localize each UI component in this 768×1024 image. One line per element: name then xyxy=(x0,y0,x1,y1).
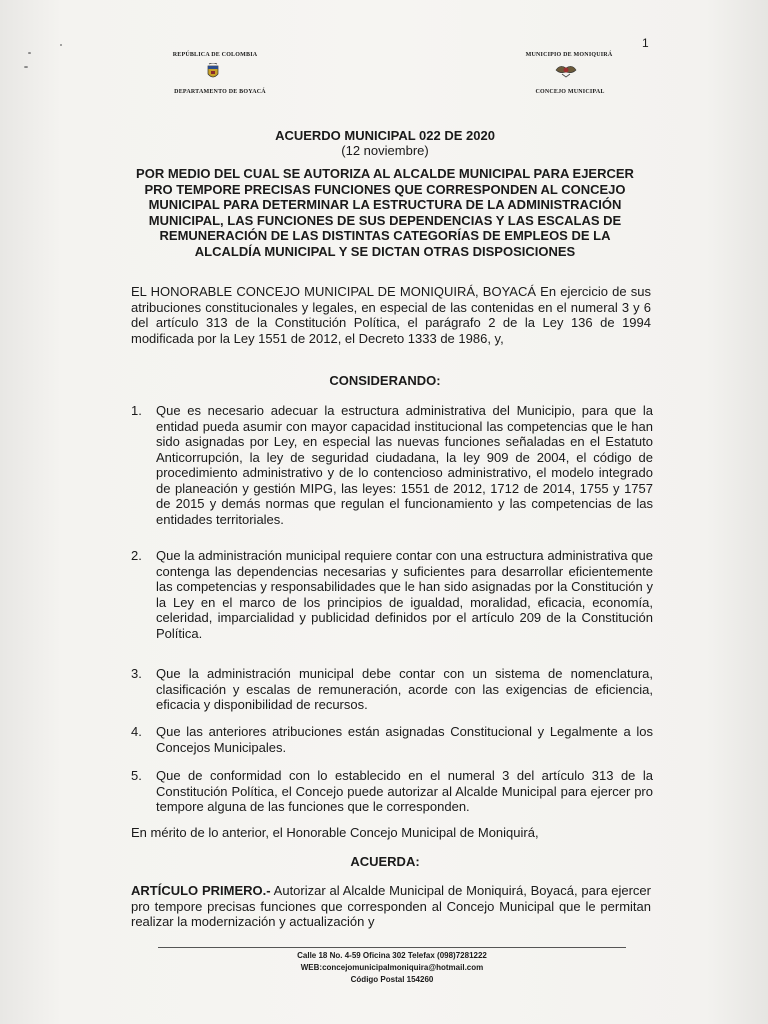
document-subject: POR MEDIO DEL CUAL SE AUTORIZA AL ALCALDE MUNICIPAL PARA EJERCER PRO TEMPORE PRECISAS FUNCIONES QUE CORRESPONDEN AL CONCEJO MUNICIPAL PARA DETERMINAR LA ESTRUCTURA DE LA ADMINISTRACIÓN MUNICIPAL, LAS FUNCIONES DE SUS DEPENDENCIAS Y LAS ESCALAS DE REMUNERACIÓN DE LAS DISTINTAS CATEGORÍAS DE EMPLEOS DE LA ALCALDÍA MUNICIPAL Y SE DICTAN OTRAS DISPOSICIONES xyxy=(136,166,634,259)
consideration-number: 2. xyxy=(131,548,142,563)
consideration-number: 3. xyxy=(131,666,142,681)
header-department: DEPARTAMENTO DE BOYACÁ xyxy=(174,89,266,95)
merit-paragraph: En mérito de lo anterior, el Honorable Concejo Municipal de Moniquirá, xyxy=(131,825,539,840)
header-municipality: MUNICIPIO DE MONIQUIRÁ xyxy=(525,52,613,58)
consideration-text: Que la administración municipal requiere contar con una estructura administrativa que contenga las dependencias necesarias y suficientes para desarrollar eficientemente las competencias y responsabilidades que le han sido asignadas por la Constitución y la Ley en el marco de los principios de igualdad, moralidad, eficacia, economía, celeridad, imparcialidad y publicidad definidos por el artículo 209 de la Constitución Política. xyxy=(156,548,653,641)
article-text: Autorizar al Alcalde Municipal de Moniquirá, Boyacá, para ejercer pro tempore precisas funciones que corresponden al Concejo Municipal que le permitan realizar la modernización y actualización y xyxy=(131,883,651,930)
header-council: CONCEJO MUNICIPAL xyxy=(535,89,605,95)
consideration-number: 5. xyxy=(131,768,142,783)
header-republic: REPÚBLICA DE COLOMBIA xyxy=(172,52,258,58)
article-label: ARTÍCULO PRIMERO.- xyxy=(131,883,271,898)
consideration-number: 1. xyxy=(131,403,142,418)
preamble-paragraph: EL HONORABLE CONCEJO MUNICIPAL DE MONIQUIRÁ, BOYACÁ En ejercicio de sus atribuciones constitucionales y legales, en especial de las contenidas en el numeral 3 y 6 del artículo 313 de la Constitución Política, el parágrafo 2 de la Ley 136 de 1994 modificada por la Ley 1551 de 2012, el Decreto 1333 de 1986, y, xyxy=(131,284,651,346)
document-title: ACUERDO MUNICIPAL 022 DE 2020 xyxy=(275,128,495,143)
considering-heading: CONSIDERANDO: xyxy=(329,373,441,388)
colombia-coat-of-arms-icon xyxy=(206,63,220,81)
article-first-paragraph xyxy=(131,883,651,930)
consideration-number: 4. xyxy=(131,724,142,739)
moniquira-coat-of-arms-icon xyxy=(554,62,578,78)
consideration-text: Que de conformidad con lo establecido en el numeral 3 del artículo 313 de la Constitución Política, el Concejo puede autorizar al Alcalde Municipal para ejercer pro tempore alguna de las funciones que le corresponden. xyxy=(156,768,653,814)
page-number: 1 xyxy=(642,36,649,50)
consideration-text: Que las anteriores atribuciones están asignadas Constitucional y Legalmente a los Concejos Municipales. xyxy=(156,724,653,755)
footer-email: WEB:concejomunicipalmoniquira@hotmail.com xyxy=(300,963,484,972)
footer-divider xyxy=(158,947,626,948)
consideration-text: Que es necesario adecuar la estructura administrativa del Municipio, para que la entidad pueda asumir con mayor capacidad institucional las competencias que le han sido asignadas por Ley, en especial las nuevas funciones señaladas en el Estatuto Anticorrupción, la ley de seguridad ciudadana, la ley 909 de 2004, el código de procedimiento administrativo y de lo contencioso administrativo, el modelo integrado de planeación y gestión MIPG, las leyes: 1551 de 2012, 1712 de 2014, 1755 y 1757 de 2015 y demás normas que regulan el funcionamiento y las competencias de las entidades territoriales. xyxy=(156,403,653,527)
agrees-heading: ACUERDA: xyxy=(350,854,420,869)
footer-postal-code: Código Postal 154260 xyxy=(350,975,434,984)
footer-address: Calle 18 No. 4-59 Oficina 302 Telefax (098)7281222 xyxy=(297,951,487,960)
scan-speck xyxy=(28,52,31,54)
scan-speck xyxy=(60,44,62,46)
document-date: (12 noviembre) xyxy=(341,143,429,158)
consideration-text: Que la administración municipal debe contar con un sistema de nomenclatura, clasificación y escalas de remuneración, acorde con las exigencias de eficiencia, eficacia y disponibilidad de recursos. xyxy=(156,666,653,712)
scan-speck xyxy=(24,66,28,68)
